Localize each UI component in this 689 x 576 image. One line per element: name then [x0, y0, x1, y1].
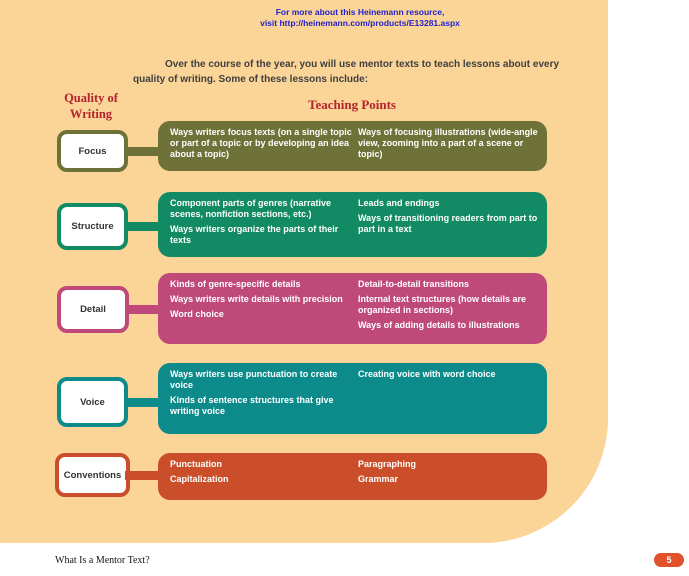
- column-header-quality-of-writing: [36, 90, 146, 122]
- focus-left-column: [170, 127, 354, 164]
- teaching-point: Component parts of genres (narrative scenes, nonfiction sections, etc.): [170, 198, 332, 219]
- teaching-point: Ways writers organize the parts of their texts: [170, 224, 339, 245]
- teaching-point: Kinds of genre-specific details: [170, 279, 301, 289]
- resource-link-url[interactable]: visit http://heinemann.com/products/E13281.aspx: [260, 17, 460, 28]
- teaching-point: Paragraphing: [358, 459, 417, 469]
- teaching-point: Creating voice with word choice: [358, 369, 496, 379]
- teaching-point: Kinds of sentence structures that give writing voice: [170, 395, 334, 416]
- structure-right-column: [358, 198, 540, 239]
- quality-label-conventions: Conventions: [55, 453, 130, 497]
- teaching-points-box-conventions: [158, 453, 547, 500]
- quality-label-voice: Voice: [57, 377, 128, 427]
- footer-chapter-title: What Is a Mentor Text?: [55, 555, 150, 566]
- teaching-points-box-structure: [158, 192, 547, 257]
- quality-label-detail: Detail: [57, 286, 129, 333]
- voice-left-column: [170, 369, 354, 421]
- connector-detail: [125, 305, 161, 314]
- voice-right-column: [358, 369, 540, 384]
- teaching-point: Internal text structures (how details are organized in sections): [358, 294, 527, 315]
- header-line2: Writing: [69, 107, 113, 121]
- teaching-point: Leads and endings: [358, 198, 440, 208]
- teaching-point: Ways writers write details with precision: [170, 294, 343, 304]
- resource-link-note[interactable]: [110, 7, 610, 28]
- teaching-point: Ways writers focus texts (on a single topic or part of a topic or by developing an idea about a topic): [170, 127, 352, 159]
- teaching-point: Ways of adding details to illustrations: [358, 320, 520, 330]
- page-number-badge: 5: [654, 553, 684, 567]
- teaching-point: Ways of transitioning readers from part to part in a text: [358, 213, 538, 234]
- teaching-points-box-focus: [158, 121, 547, 171]
- conventions-left-column: [170, 459, 354, 489]
- teaching-point: Grammar: [358, 474, 399, 484]
- teaching-points-box-voice: [158, 363, 547, 434]
- conventions-right-column: [358, 459, 540, 489]
- connector-conventions: [125, 471, 161, 480]
- teaching-points-box-detail: [158, 273, 547, 344]
- teaching-point: Ways of focusing illustrations (wide-angle view, zooming into a part of a scene or topic): [358, 127, 538, 159]
- teaching-point: Punctuation: [170, 459, 222, 469]
- intro-paragraph: Over the course of the year, you will use mentor texts to teach lessons about every quality of writing. Some of these lessons include:: [133, 59, 560, 85]
- teaching-point: Word choice: [170, 309, 224, 319]
- teaching-point: Capitalization: [170, 474, 229, 484]
- resource-link-line1: For more about this Heinemann resource,: [275, 7, 445, 17]
- connector-voice: [125, 398, 161, 407]
- teaching-point: Detail-to-detail transitions: [358, 279, 470, 289]
- detail-right-column: [358, 279, 540, 335]
- structure-left-column: [170, 198, 354, 250]
- detail-left-column: [170, 279, 354, 324]
- quality-label-focus: Focus: [57, 130, 128, 172]
- quality-label-structure: Structure: [57, 203, 128, 250]
- connector-focus: [125, 147, 161, 156]
- focus-right-column: [358, 127, 540, 164]
- column-header-teaching-points: Teaching Points: [307, 97, 396, 112]
- teaching-point: Ways writers use punctuation to create voice: [170, 369, 338, 390]
- header-line1: Quality of: [64, 91, 118, 105]
- connector-structure: [125, 222, 161, 231]
